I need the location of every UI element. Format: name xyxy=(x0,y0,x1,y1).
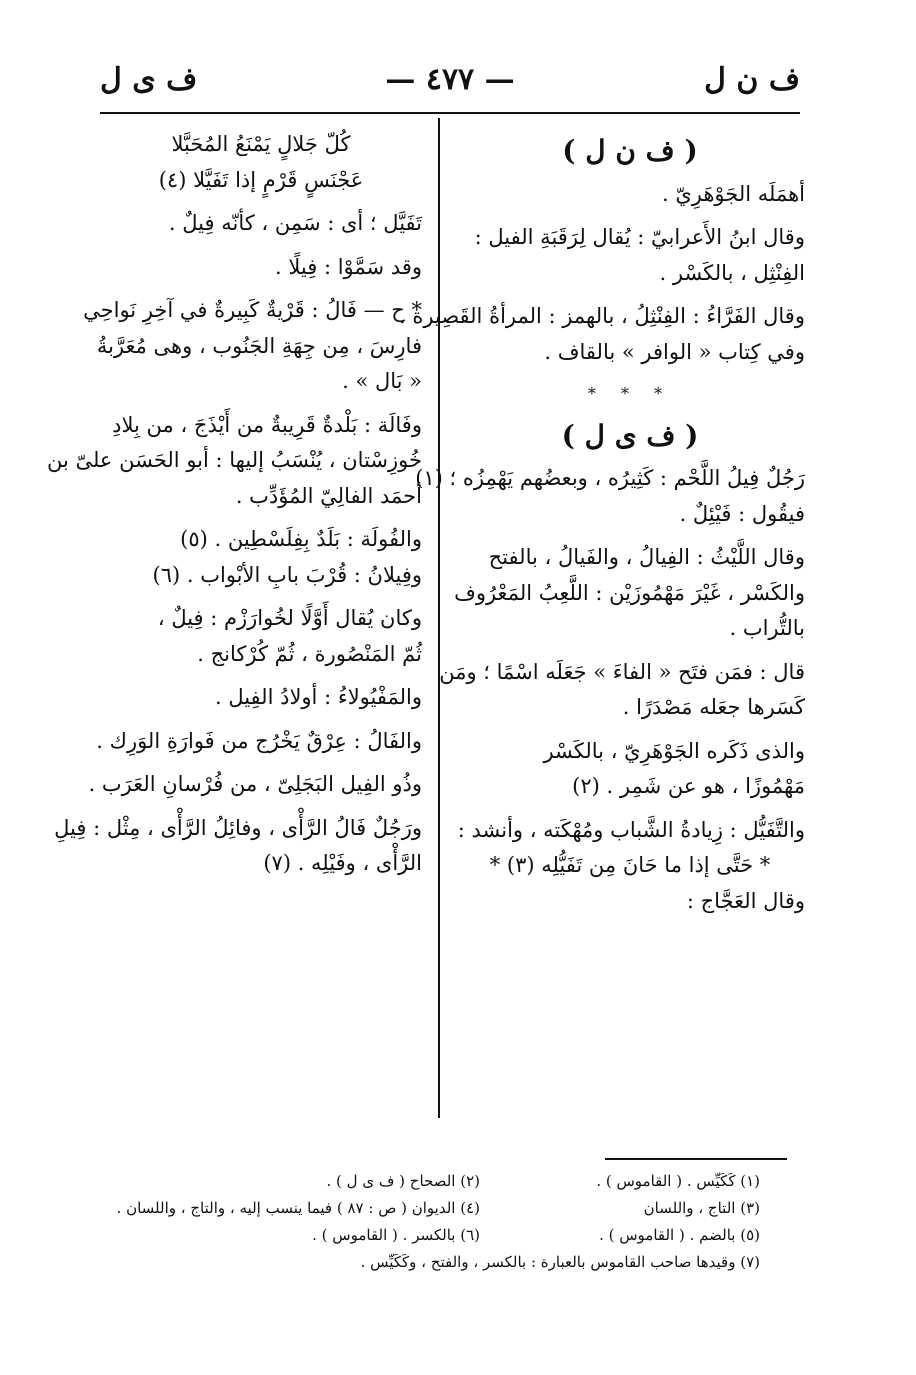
page-number: — ٤٧٧ — xyxy=(385,62,515,97)
verse-line: كُلّ جَلالٍ يَمْنَعُ المُحَبَّلا xyxy=(171,132,351,156)
entry-line: والتَّفَيُّل : زِيادةُ الشَّباب ومُهْكَته ، وأنشد : xyxy=(457,817,805,842)
entry-line: قال : فمَن فتَح « الفاءَ » جَعَلَه اسْمًا ؛ ومَن xyxy=(439,659,805,684)
entry-line: والفُولَة : بَلَدٌ بِفِلَسْطِين . (٥) xyxy=(180,527,422,551)
entry-line: وذُو الفِيل البَجَلِىّ ، من فُرْسانِ العَرَب . xyxy=(88,772,422,796)
entry-line: ورَجُلٌ فَالُ الرَّأْى ، وفائِلُ الرَّأْى ، مِثْل : فِيلِ xyxy=(54,815,422,840)
entry-line: خُوزِسْتان ، يُنْسَبُ إليها : أبو الحَسَن علىّ بن xyxy=(46,448,422,472)
entry-line: وفي كِتاب « الوافر » بالقاف . xyxy=(544,339,805,364)
footnote-row xyxy=(100,1168,760,1195)
footnote: (٤) الديوان ( ص : ٨٧ ) فيما ينسب إليه ، والتاج ، واللسان . xyxy=(116,1199,480,1217)
verse-line: * حَتَّى إذا ما حَانَ مِن تَفَيُّلِه (٣) * xyxy=(489,853,771,877)
entry-line: وقال ابنُ الأَعرابيّ : يُقال لِرَقَبَةِ الفيل : xyxy=(474,225,805,249)
left-column xyxy=(46,128,422,883)
section-heading-fnl: ( ف ن ل ) xyxy=(562,134,698,167)
footnote: (٦) بالكسر . ( القاموس ) . xyxy=(312,1226,480,1244)
entry-line: فيقُول : فَيْئِلٌ . xyxy=(679,501,805,526)
entry-line: بالتُّراب . xyxy=(729,616,805,640)
entry-line: وكان يُقال أَوَّلًا لخُوارَزْم : فِيلٌ ، xyxy=(157,606,422,630)
verse-line: عَجْنَسٍ قَرْمٍ إذا تَفَيَّلا (٤) xyxy=(158,167,364,192)
footnote: (٧) وقيدها صاحب القاموس بالعبارة : بالكسر ، والفتح ، وكَكَيِّس . xyxy=(360,1253,760,1271)
footnote-rule xyxy=(605,1158,787,1160)
footnote: (١) كَكَيِّس . ( القاموس ) . xyxy=(596,1172,760,1190)
entry-line: وقال الفَرَّاءُ : الفِنْثِلُ ، بالهمز : المرأةُ القَصِيرة . xyxy=(399,304,805,328)
entry-line: وفِيلانُ : قُرْبَ بابِ الأبْواب . (٦) xyxy=(152,562,422,587)
header-root-right: ف ن ل xyxy=(704,62,800,97)
entry-line: تَفَيَّل ؛ أى : سَمِن ، كأنّه فِيلٌ . xyxy=(168,211,422,235)
entry-line: الفِنْثِل ، بالكَسْر . xyxy=(659,260,805,285)
entry-line: كَسَرها جعَله مَصْدَرًا . xyxy=(622,695,805,719)
entry-line: والمَفْيُولاءُ : أولادُ الفِيل . xyxy=(214,685,422,709)
entry-line: أحمَد الفالِيّ المُؤَدِّب . xyxy=(235,483,422,508)
footnote-row xyxy=(100,1222,760,1249)
entry-line: وقد سَمَّوْا : فِيلًا . xyxy=(275,254,422,279)
section-separator: * * * xyxy=(587,384,673,403)
entry-line: رَجُلٌ فِيلُ اللَّحْم : كَثِيرُه ، وبعضُهم يَهْمِزُه ؛ (١) xyxy=(415,466,805,490)
footnote: (٢) الصحاح ( ف ى ل ) . xyxy=(326,1172,480,1190)
entry-line: * ح — فَالُ : قَرْيةٌ كَبِيرةٌ في آخِرِ نَواحِي xyxy=(83,298,422,322)
footnote: (٥) بالضم . ( القاموس ) . xyxy=(599,1226,760,1244)
entry-line: مَهْمُوزًا ، هو عن شَمِر . (٢) xyxy=(572,774,805,798)
entry-line: أهمَلَه الجَوْهَرِيّ . xyxy=(661,181,805,206)
entry-line: والفَالُ : عِرْقٌ يَخْرُج من فَوارَةِ الوَرِك . xyxy=(96,728,422,753)
entry-line: « بَال » . xyxy=(342,369,422,393)
right-column xyxy=(399,128,805,920)
entry-line: وقال اللَّيْثُ : الفِيالُ ، والفَيالُ ، بالفتح xyxy=(488,545,805,569)
page-header xyxy=(100,62,800,112)
header-rule xyxy=(100,112,800,114)
entry-line: والذى ذَكَره الجَوْهَرِيّ ، بالكَسْر xyxy=(543,738,805,763)
header-root-left: ف ى ل xyxy=(100,62,198,97)
footnote: (٣) التاج ، واللسان xyxy=(643,1199,760,1217)
column-divider xyxy=(438,118,440,1118)
entry-line: وقال العَجَّاج : xyxy=(686,888,805,913)
entry-line: الرَّأْى ، وفَيْلِه . (٧) xyxy=(263,851,422,875)
footnotes xyxy=(100,1168,760,1276)
entry-line: وفَالَة : بَلْدةٌ قَرِيبةٌ من أَيْذَجَ ، من بِلادِ xyxy=(112,412,422,437)
entry-line: والكَسْر ، غَيْرَ مَهْمُوزَيْن : اللَّعِبُ المَعْرُوف xyxy=(454,580,805,605)
footnote-row xyxy=(100,1195,760,1222)
entry-line: ثُمّ المَنْصُورة ، ثُمّ كُرْكانج . xyxy=(197,641,422,666)
section-heading-fyl: ( ف ى ل ) xyxy=(561,418,699,452)
entry-line: فارِسَ ، مِن جِهَةِ الجَنُوب ، وهى مُعَرَّبةُ xyxy=(96,333,422,358)
